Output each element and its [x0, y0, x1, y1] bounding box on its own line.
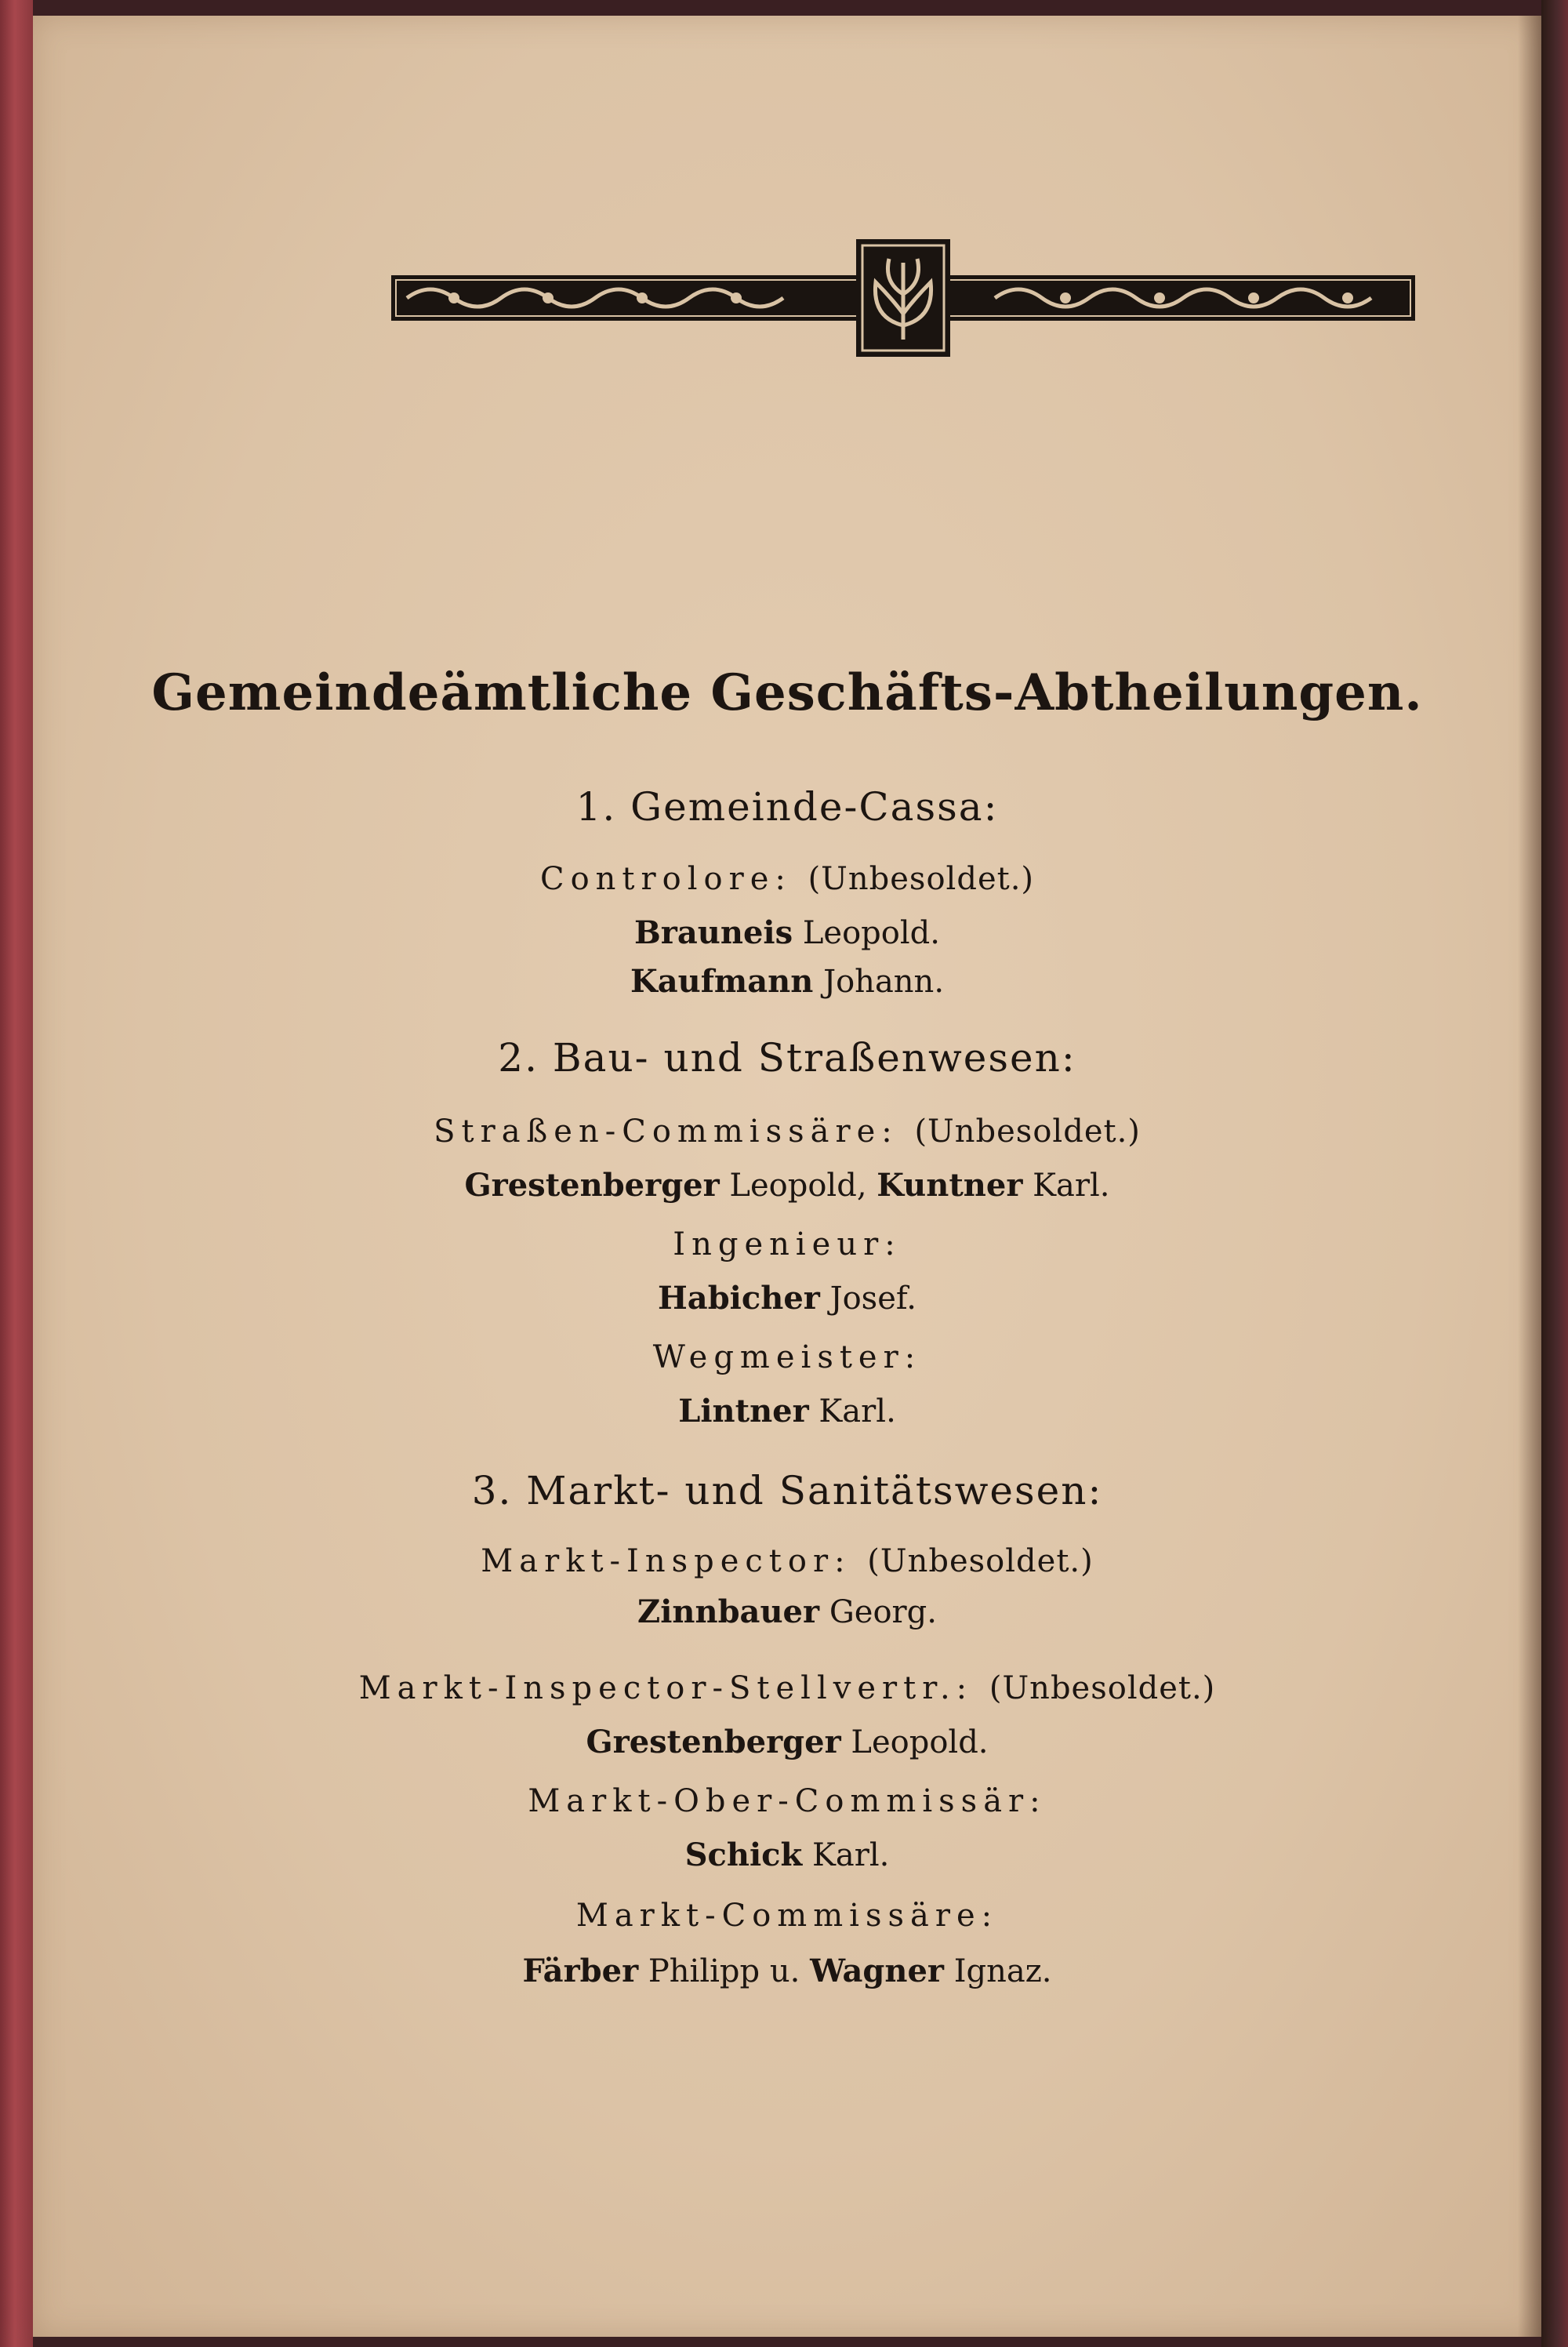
given-name: Philipp u. — [648, 1953, 800, 1989]
book-binding-right — [1541, 0, 1568, 2347]
label-strassen-text: Straßen-Commissäre: — [434, 1114, 898, 1150]
surname: Kuntner — [877, 1167, 1023, 1204]
label-controlore — [33, 861, 1541, 897]
label-markt-inspector-text: Markt-Inspector: — [481, 1543, 851, 1579]
given-name: Josef. — [829, 1281, 916, 1317]
label-stellvertreter-text: Markt-Inspector-Stellvertr.: — [358, 1670, 974, 1706]
note-unbesoldet: (Unbesoldet.) — [867, 1543, 1094, 1579]
label-controlore-text: Controlore: — [539, 861, 792, 897]
given-name: Georg. — [829, 1594, 937, 1630]
name-line — [33, 914, 1541, 951]
name-line — [33, 1837, 1541, 1873]
note-unbesoldet: (Unbesoldet.) — [808, 861, 1035, 897]
name-line — [33, 1953, 1541, 1989]
label-strassen-commissaere — [33, 1114, 1541, 1150]
book-binding-left — [0, 0, 33, 2347]
given-name: Leopold. — [851, 1724, 989, 1760]
given-name: Ignaz. — [953, 1953, 1052, 1989]
section-heading-cassa: 1. Gemeinde-Cassa: — [575, 784, 999, 830]
surname: Grestenberger — [464, 1167, 720, 1204]
surname: Färber — [522, 1953, 639, 1989]
book-page — [33, 16, 1541, 2337]
name-line — [33, 963, 1541, 1000]
given-name: Karl. — [1033, 1168, 1110, 1204]
name-line — [33, 1393, 1541, 1430]
label-wegmeister: Wegmeister: — [652, 1339, 922, 1375]
surname: Kaufmann — [630, 963, 814, 1000]
label-markt-inspector-stellvertreter — [33, 1670, 1541, 1706]
surname: Wagner — [810, 1953, 944, 1989]
surname: Habicher — [658, 1280, 820, 1317]
label-markt-inspector — [33, 1543, 1541, 1579]
name-line — [33, 1280, 1541, 1317]
surname: Lintner — [678, 1393, 809, 1430]
page-content — [33, 16, 1541, 2337]
surname: Schick — [684, 1837, 803, 1873]
label-ingenieur: Ingenieur: — [673, 1226, 902, 1263]
note-unbesoldet: (Unbesoldet.) — [914, 1114, 1141, 1150]
label-markt-commissaere: Markt-Commissäre: — [575, 1898, 999, 1934]
given-name: Johann. — [823, 964, 945, 1000]
name-line — [33, 1593, 1541, 1630]
name-line — [33, 1167, 1541, 1204]
surname: Grestenberger — [586, 1724, 841, 1760]
section-heading-bauwesen: 2. Bau- und Straßenwesen: — [498, 1035, 1076, 1081]
note-unbesoldet: (Unbesoldet.) — [989, 1670, 1216, 1706]
given-name: Karl. — [811, 1837, 890, 1873]
surname: Brauneis — [634, 914, 793, 951]
given-name: Leopold. — [802, 915, 940, 951]
label-markt-ober-commissaer: Markt-Ober-Commissär: — [528, 1783, 1047, 1819]
given-name: Karl. — [818, 1393, 896, 1430]
section-heading-marktwesen: 3. Markt- und Sanitätswesen: — [471, 1468, 1103, 1513]
given-name: Leopold, — [729, 1168, 867, 1204]
surname: Zinnbauer — [637, 1593, 820, 1630]
name-line — [33, 1724, 1541, 1760]
page-title: Gemeindeämtliche Geschäfts-Abtheilungen. — [151, 663, 1423, 722]
